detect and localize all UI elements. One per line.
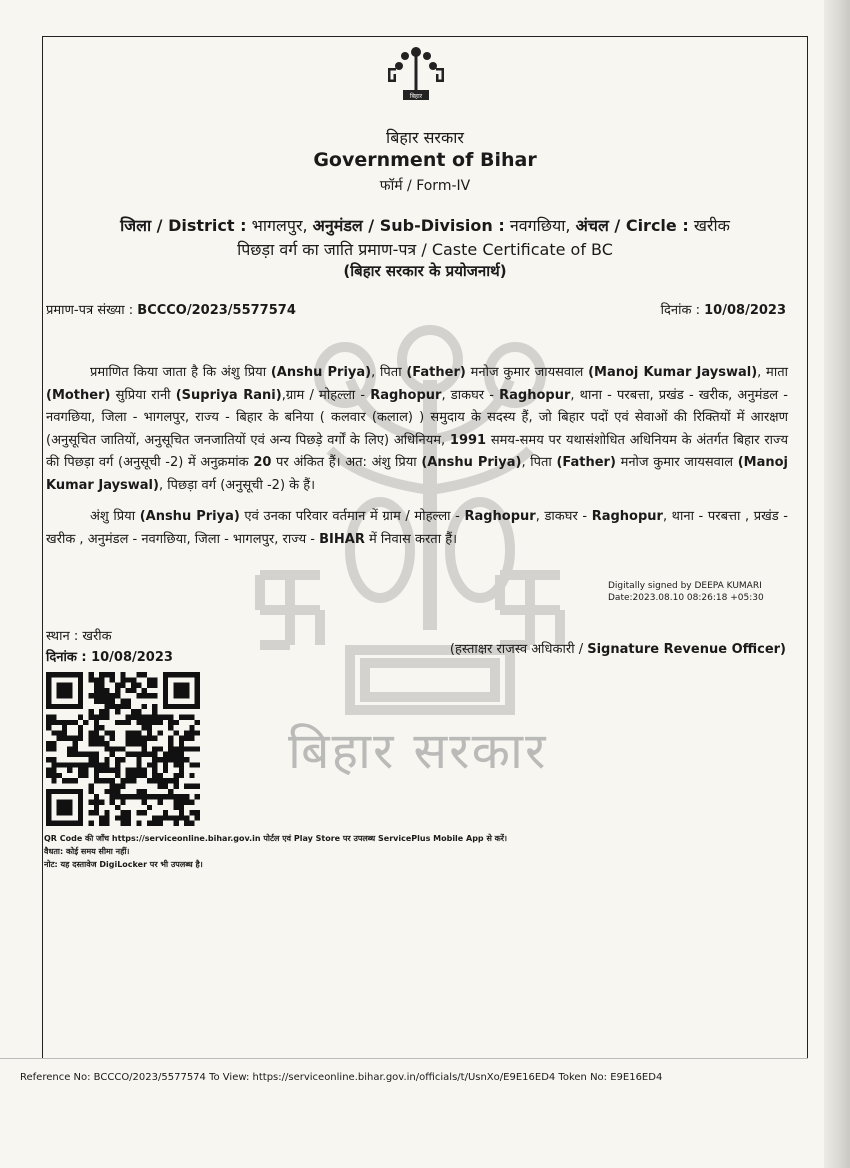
place-date: स्थान : खरीक दिनांक : 10/08/2023 <box>46 629 173 665</box>
district-line: जिला / District : भागलपुर, अनुमंडल / Sub-Division : नवगछिया, अंचल / Circle : खरीक <box>120 216 730 235</box>
residence-paragraph: अंशु प्रिया (Anshu Priya) एवं उनका परिवार वर्तमान में ग्राम / मोहल्ला - Raghopur, डाकघर - Raghopur, थाना - परबत्ता , प्रखंड - खरीक , अनुमंडल - नवगछिया, जिला - भागलपुर, राज्य - BIHAR में निवास करता हैं। <box>46 509 788 547</box>
qr-notes: QR Code की जाँच https://serviceonline.bihar.gov.in पोर्टल एवं Play Store पर उपलब्ध ServicePlus Mobile App से करें। वैधता: कोई समय सीमा नहीं। नोट: यह दस्तावेज DigiLocker पर भी उपलब्ध है। <box>44 834 508 869</box>
digital-signature: Digitally signed by DEEPA KUMARI Date:2023.08.10 08:26:18 +05:30 <box>608 581 764 603</box>
bihar-emblem-icon <box>385 44 447 106</box>
svg-text:बिहार: बिहार <box>409 93 423 100</box>
certificate-type: पिछड़ा वर्ग का जाति प्रमाण-पत्र / Caste Certificate of BC <box>237 240 613 259</box>
certificate-number: प्रमाण-पत्र संख्या : BCCCO/2023/5577574 <box>46 303 296 318</box>
watermark-text: बिहार सरकार <box>288 722 548 780</box>
reference-footer: Reference No: BCCCO/2023/5577574 To View: https://serviceonline.bihar.gov.in/officials/t/UsnXo/E9E16ED4 Token No: E9E16ED4 <box>20 1072 663 1083</box>
certificate-body: प्रमाणित किया जाता है कि अंशु प्रिया (Anshu Priya), पिता (Father) मनोज कुमार जायसवाल (Manoj Kumar Jayswal), माता (Mother) सुप्रिया रानी (Supriya Rani),ग्राम / मोहल्ला - Raghopur, डाकघर - Raghopur, थाना - परबत्ता, प्रखंड - खरीक, अनुमंडल - नवगछिया, जिला - भागलपुर, राज्य - बिहार के बनिया ( कलवार (कलाल) ) समुदाय के सदस्य हैं, जो बिहार पदों एवं सेवाओं की रिक्तियों में आरक्षण (अनुसूचित जातियों, अनुसूचित जनजातियों एवं अन्य पिछड़े वर्गों के लिए) अधिनियम, 1991 समय-समय पर यथासंशोधित अधिनियम के अंतर्गत बिहार राज्य की पिछड़ा वर्ग (अनुसूची -2) में अनुक्रमांक 20 पर अंकित हैं। अत: अंशु प्रिया (Anshu Priya), पिता (Father) मनोज कुमार जायसवाल (Manoj Kumar Jayswal), पिछड़ा वर्ग (अनुसूची -2) के हैं। <box>46 365 788 493</box>
certificate-purpose: (बिहार सरकार के प्रयोजनार्थ) <box>343 262 507 280</box>
form-label: फॉर्म / Form-IV <box>379 178 471 194</box>
qr-code[interactable] <box>46 672 200 826</box>
scan-edge <box>824 0 850 1168</box>
certificate-date: दिनांक : 10/08/2023 <box>660 303 786 318</box>
footer-divider <box>0 1058 808 1059</box>
title-hindi: बिहार सरकार <box>386 128 464 147</box>
signature-officer: (हस्ताक्षर राजस्व अधिकारी / Signature Revenue Officer) <box>449 642 786 657</box>
title-english: Government of Bihar <box>313 149 537 171</box>
